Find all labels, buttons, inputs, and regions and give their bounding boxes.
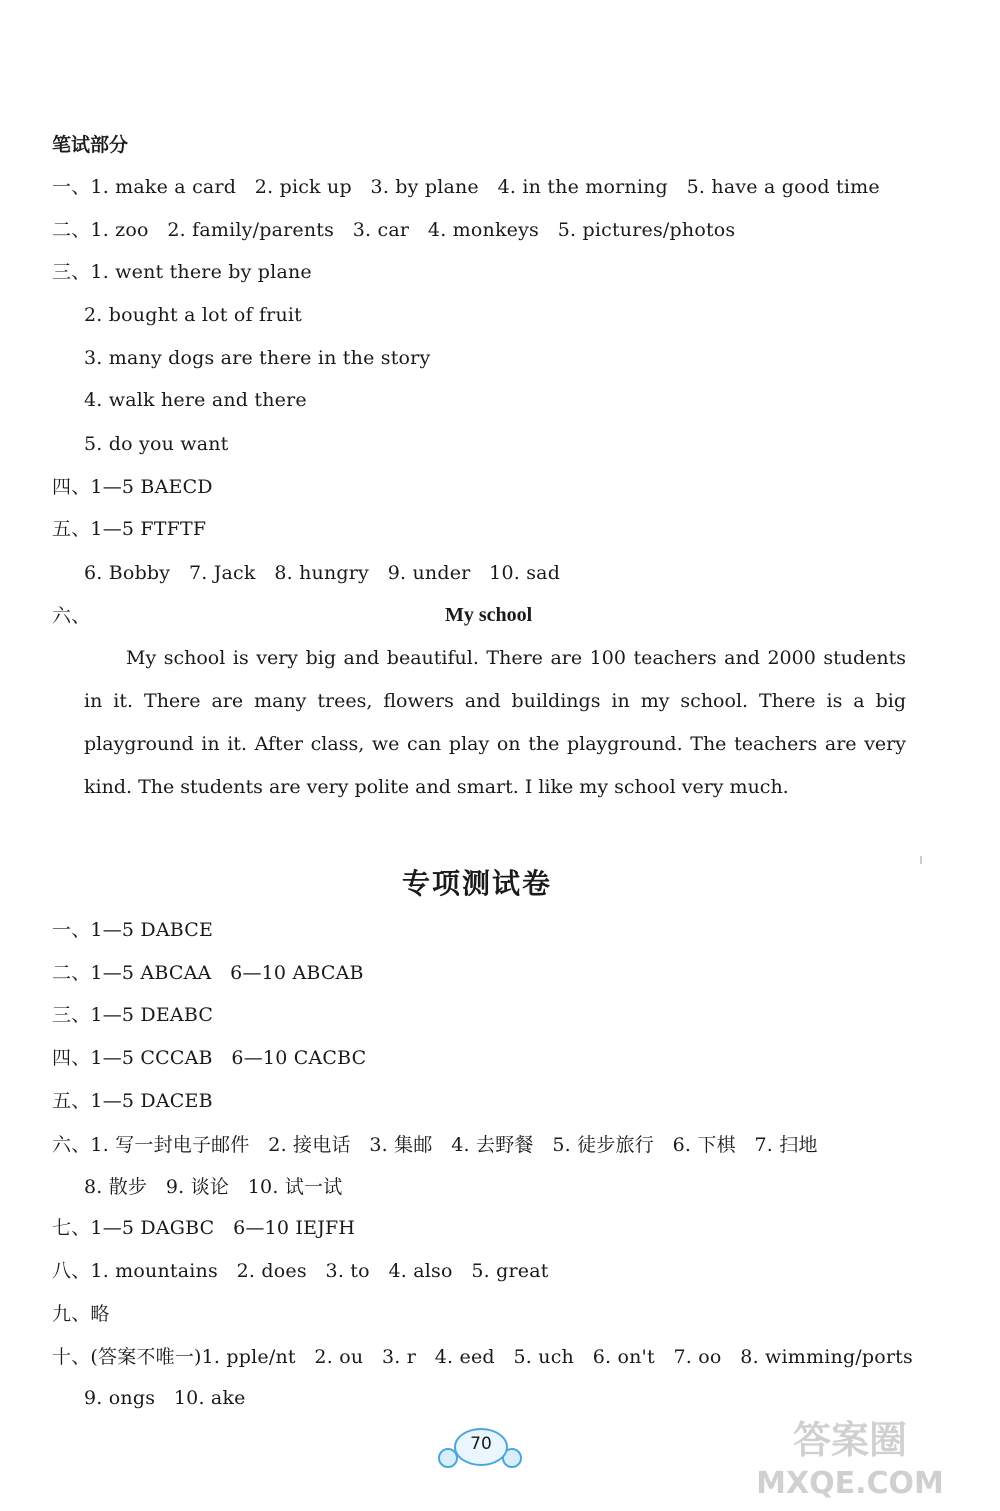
answer-line: 3. many dogs are there in the story (84, 347, 431, 369)
answer-line: 八、1. mountains 2. does 3. to 4. also 5. great (52, 1260, 549, 1282)
answer-line: 六、 (52, 605, 91, 627)
page-number: 70 (470, 1434, 492, 1454)
page-number-badge (436, 1422, 526, 1478)
answer-line: 三、1. went there by plane (52, 261, 312, 283)
answer-line: 一、1. make a card 2. pick up 3. by plane 4. in the morning 5. have a good time (52, 176, 880, 198)
answer-line: 五、1—5 FTFTF (52, 518, 207, 540)
watermark-logo (710, 1409, 990, 1499)
answer-line: 六、1. 写一封电子邮件 2. 接电话 3. 集邮 4. 去野餐 5. 徒步旅行 6. 下棋 7. 扫地 (52, 1134, 818, 1156)
answer-line: 九、略 (52, 1303, 110, 1325)
answer-line: 四、1—5 CCCAB 6—10 CACBC (52, 1047, 367, 1069)
written-section-heading: 笔试部分 (52, 134, 129, 156)
answer-line: 2. bought a lot of fruit (84, 304, 303, 326)
answer-line: 二、1—5 ABCAA 6—10 ABCAB (52, 962, 364, 984)
answer-line: 三、1—5 DEABC (52, 1004, 214, 1026)
answer-line: 十、(答案不唯一)1. pple/nt 2. ou 3. r 4. eed 5. uch 6. on't 7. oo 8. wimming/ports (52, 1346, 913, 1368)
answer-line: 4. walk here and there (84, 389, 307, 411)
page-title: 专项测试卷 (401, 867, 552, 900)
answer-line: 七、1—5 DAGBC 6—10 IEJFH (52, 1217, 356, 1239)
answer-line: 5. do you want (84, 433, 229, 455)
answer-line: 一、1—5 DABCE (52, 919, 214, 941)
answer-line: 四、1—5 BAECD (52, 476, 213, 498)
watermark-bottom: MXQE.COM (756, 1466, 944, 1499)
answer-line: 9. ongs 10. ake (84, 1387, 246, 1409)
essay-title: My school (445, 604, 533, 626)
watermark-top: 答案圈 (792, 1418, 908, 1462)
answer-line: 二、1. zoo 2. family/parents 3. car 4. monkeys 5. pictures/photos (52, 219, 736, 241)
answer-line: 五、1—5 DACEB (52, 1090, 213, 1112)
answer-line: 6. Bobby 7. Jack 8. hungry 9. under 10. sad (84, 562, 561, 584)
essay-paragraph: My school is very big and beautiful. There are 100 teachers and 2000 students in it. There are many trees, flowers and buildings in my school. There is a big playground in it. After class, we can play on the playground. The teachers are very kind. The students are very polite and smart. I like my school very much. (84, 647, 906, 798)
answer-line: 8. 散步 9. 谈论 10. 试一试 (84, 1176, 343, 1198)
